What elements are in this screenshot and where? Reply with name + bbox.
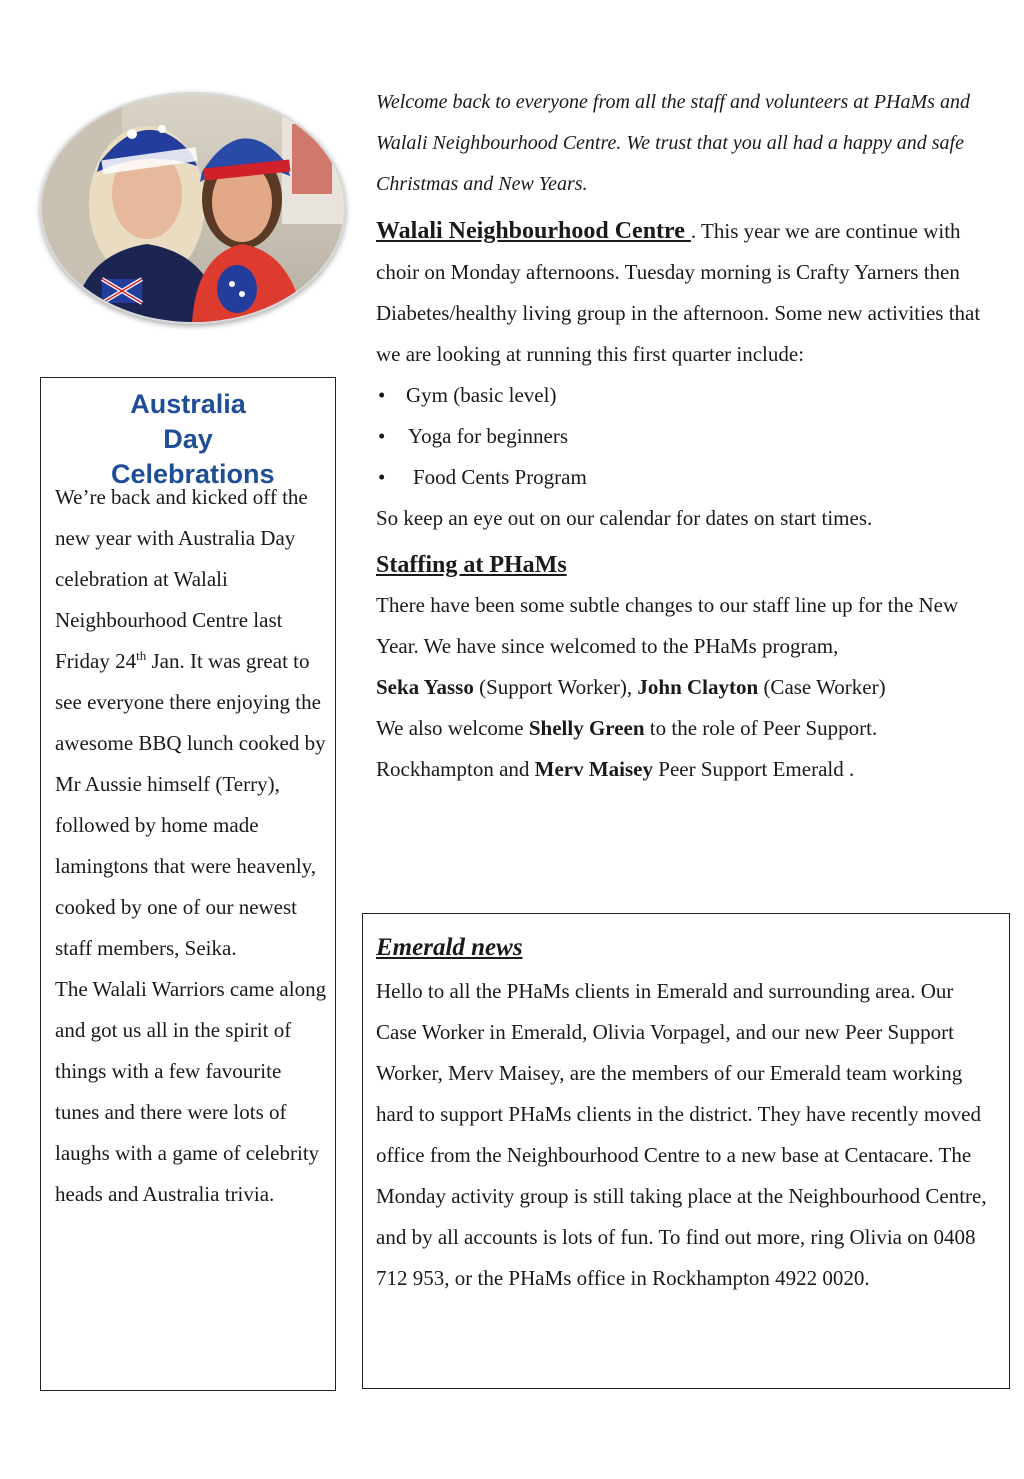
walali-section: Walali Neighbourhood Centre . This year we are continue with choir on Monday afternoons. Tuesday morning is Crafty Yarners then Diabetes/healthy living group in the afternoon. Some new activities that we are looking at running this first quarter include: bbox=[376, 218, 981, 366]
staff-names-line: Seka Yasso (Support Worker), John Clayton (Case Worker) bbox=[376, 675, 886, 699]
list-item: • Yoga for beginners bbox=[376, 416, 986, 457]
bullet-icon: • bbox=[378, 465, 386, 489]
bullet-icon: • bbox=[378, 424, 386, 448]
welcome-intro: Welcome back to everyone from all the staff and volunteers at PHaMs and Walali Neighbourhood Centre. We trust that you all had a happy and safe Christmas and New Years. bbox=[376, 91, 970, 195]
list-item: • Gym (basic level) bbox=[376, 375, 986, 416]
bullet-icon: • bbox=[378, 383, 386, 407]
emerald-news-title: Emerald news bbox=[376, 934, 523, 961]
australia-day-paragraph-1: We’re back and kicked off the new year with Australia Day celebration at Walali Neighbourhood Centre last Friday 24th Jan. It was great to see everyone there enjoying the awesome BBQ lunch cooked by Mr Aussie himself (Terry), followed by home made lamingtons that were heavenly, cooked by one of our newest staff members, Seika. bbox=[55, 485, 326, 960]
australia-day-photo bbox=[40, 92, 346, 324]
staffing-text: There have been some subtle changes to our staff line up for the New Year. We have since welcomed to the PHaMs program, bbox=[376, 593, 959, 658]
emerald-news-body: Hello to all the PHaMs clients in Emerald and surrounding area. Our Case Worker in Emerald, Olivia Vorpagel, and our new Peer Support Worker, Merv Maisey, are the members of our Emerald team working hard to support PHaMs clients in the district. They have recently moved office from the Neighbourhood Centre to a new base at Centacare. The Monday activity group is still taking place at the Neighbourhood Centre, and by all accounts is lots of fun. To find out more, ring Olivia on 0408 712 953, or the PHaMs office in Rockhampton 4922 0020. bbox=[376, 979, 987, 1290]
emerald-news-box bbox=[362, 913, 1010, 1389]
staff-welcome: We also welcome Shelly Green to the role of Peer Support. Rockhampton and Merv Maisey Peer Support Emerald . bbox=[376, 716, 878, 781]
photo-illustration bbox=[42, 94, 344, 322]
australia-day-paragraph-2: The Walali Warriors came along and got us all in the spirit of things with a few favourite tunes and there were lots of laughs with a game of celebrity heads and Australia trivia. bbox=[55, 977, 327, 1206]
australia-day-title: Australia Day Celebrations bbox=[111, 389, 275, 489]
calendar-note: So keep an eye out on our calendar for dates on start times. bbox=[376, 506, 873, 530]
activities-list bbox=[376, 375, 986, 498]
staffing-heading: Staffing at PHaMs bbox=[376, 552, 567, 578]
australia-day-body bbox=[55, 477, 330, 1215]
list-item: • Food Cents Program bbox=[376, 457, 986, 498]
staffing-heading-line bbox=[376, 545, 986, 585]
main-column bbox=[376, 82, 986, 790]
australia-day-box bbox=[40, 377, 336, 1391]
walali-heading: Walali Neighbourhood Centre bbox=[376, 218, 691, 244]
